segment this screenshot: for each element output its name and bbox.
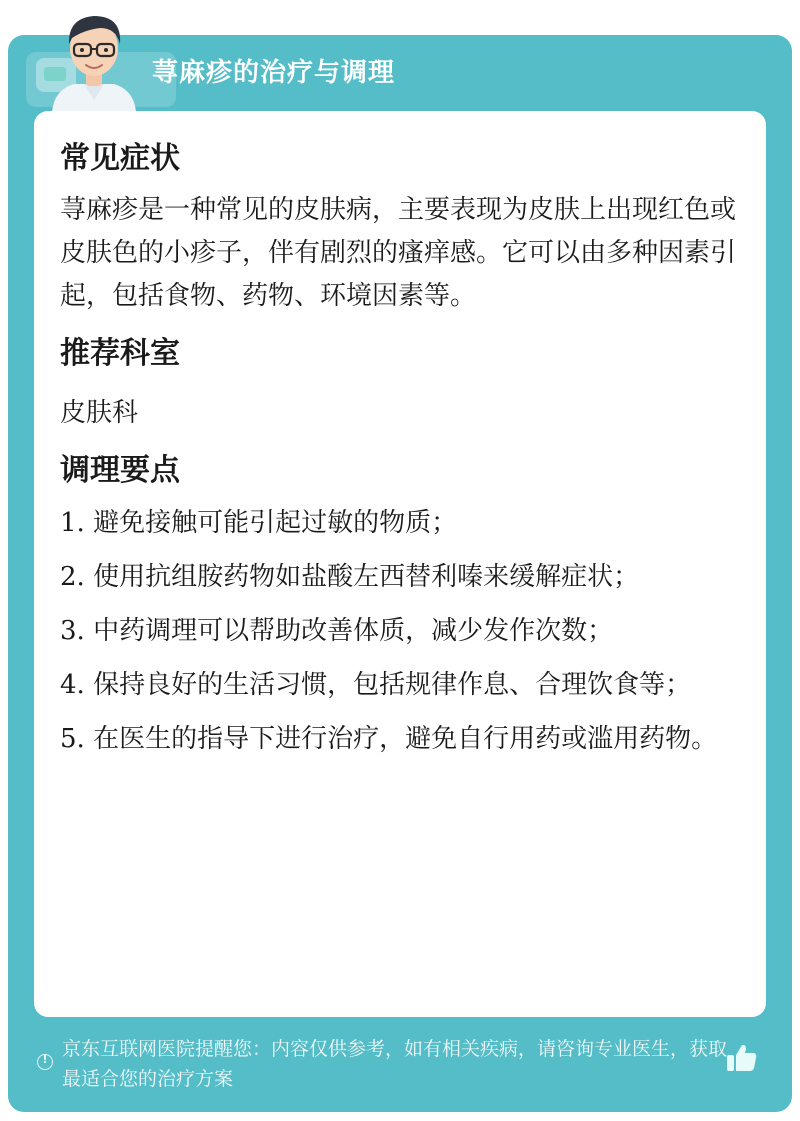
item-text: 避免接触可能引起过敏的物质； bbox=[93, 508, 458, 538]
disclaimer-text: 京东互联网医院提醒您：内容仅供参考，如有相关疾病，请咨询专业医生，获取最适合您的治疗方案 bbox=[62, 1038, 728, 1090]
content-body bbox=[60, 139, 740, 761]
symptoms-heading: 常见症状 bbox=[60, 141, 180, 176]
department-text: 皮肤科 bbox=[60, 398, 139, 428]
item-text: 在医生的指导下进行治疗，避免自行用药或滥用药物。 bbox=[93, 724, 718, 754]
item-number: 2. bbox=[60, 562, 85, 592]
item-text: 使用抗组胺药物如盐酸左西替利嗪来缓解症状； bbox=[93, 562, 640, 592]
care-list bbox=[60, 502, 740, 761]
content-panel bbox=[34, 111, 766, 1017]
list-item bbox=[60, 664, 740, 707]
page-title: 荨麻疹的治疗与调理 bbox=[152, 58, 396, 88]
list-item bbox=[60, 718, 740, 761]
list-item bbox=[60, 610, 740, 653]
department-heading: 推荐科室 bbox=[60, 336, 180, 371]
symptoms-text: 荨麻疹是一种常见的皮肤病，主要表现为皮肤上出现红色或皮肤色的小疹子，伴有剧烈的瘙痒感。它可以由多种因素引起，包括食物、药物、环境因素等。 bbox=[60, 195, 737, 311]
item-number: 3. bbox=[60, 616, 85, 646]
list-item bbox=[60, 502, 740, 545]
item-number: 1. bbox=[60, 508, 85, 538]
info-icon bbox=[37, 1054, 53, 1070]
item-number: 5. bbox=[60, 724, 85, 754]
list-item bbox=[60, 556, 740, 599]
item-number: 4. bbox=[60, 670, 85, 700]
item-text: 中药调理可以帮助改善体质，减少发作次数； bbox=[93, 616, 614, 646]
item-text: 保持良好的生活习惯，包括规律作息、合理饮食等； bbox=[93, 670, 692, 700]
doctor-avatar bbox=[44, 4, 144, 112]
care-heading: 调理要点 bbox=[60, 453, 180, 488]
thumbs-up-icon[interactable] bbox=[724, 1040, 760, 1076]
